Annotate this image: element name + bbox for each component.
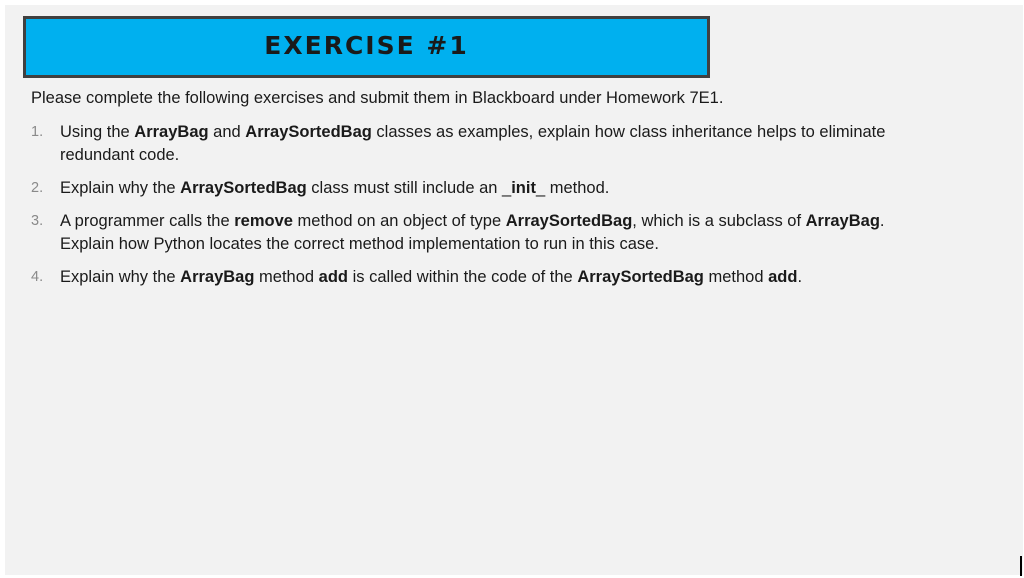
title-banner [23,16,710,78]
exercise-text [60,212,885,253]
intro-text: Please complete the following exercises and submit them in Blackboard under Homework 7E1. [31,89,724,107]
exercise-number: 4. [31,269,44,285]
text-segment: Using the [60,123,135,141]
text-segment: method [254,268,319,286]
bold-term: ArraySortedBag [245,123,372,141]
slide-title: EXERCISE #1 [264,31,469,60]
text-segment: Explain why the [60,179,181,197]
slide [5,5,1023,575]
text-segment: . Explain how Python locates the correct method implementation to run in this case. [60,212,885,253]
text-segment: method on an object of type [292,212,506,230]
bold-term: ArraySortedBag [505,212,633,230]
bold-term: ArrayBag [134,123,209,141]
exercise-number: 2. [31,180,44,196]
bold-term: ArraySortedBag [577,268,704,286]
text-cursor [1020,556,1022,576]
exercise-number: 1. [31,124,44,140]
text-segment: Explain why the [60,268,181,286]
exercise-item [31,177,911,200]
text-segment: . [797,268,803,286]
exercise-text [60,268,802,286]
bold-term: remove [234,212,293,230]
exercise-list [31,121,911,299]
text-segment: method [703,268,769,286]
text-segment: classes as examples, explain how class inheritance helps to eliminate redundant code. [60,123,886,164]
exercise-text [60,123,885,164]
bold-term: init [511,179,536,197]
text-segment: is called within the code of the [348,268,578,286]
bold-term: add [318,268,349,286]
text-segment: , which is a subclass of [632,212,806,230]
bold-term: ArrayBag [805,212,880,230]
exercise-number: 3. [31,213,44,229]
exercise-item [31,210,911,256]
bold-term: add [768,268,798,286]
text-segment: A programmer calls the [60,212,235,230]
text-segment: _ method. [535,179,610,197]
bold-term: ArrayBag [180,268,255,286]
exercise-text [60,179,609,197]
text-segment: and [208,123,246,141]
text-segment: class must still include an _ [306,179,512,197]
exercise-item [31,121,911,167]
exercise-item [31,266,911,289]
bold-term: ArraySortedBag [180,179,307,197]
